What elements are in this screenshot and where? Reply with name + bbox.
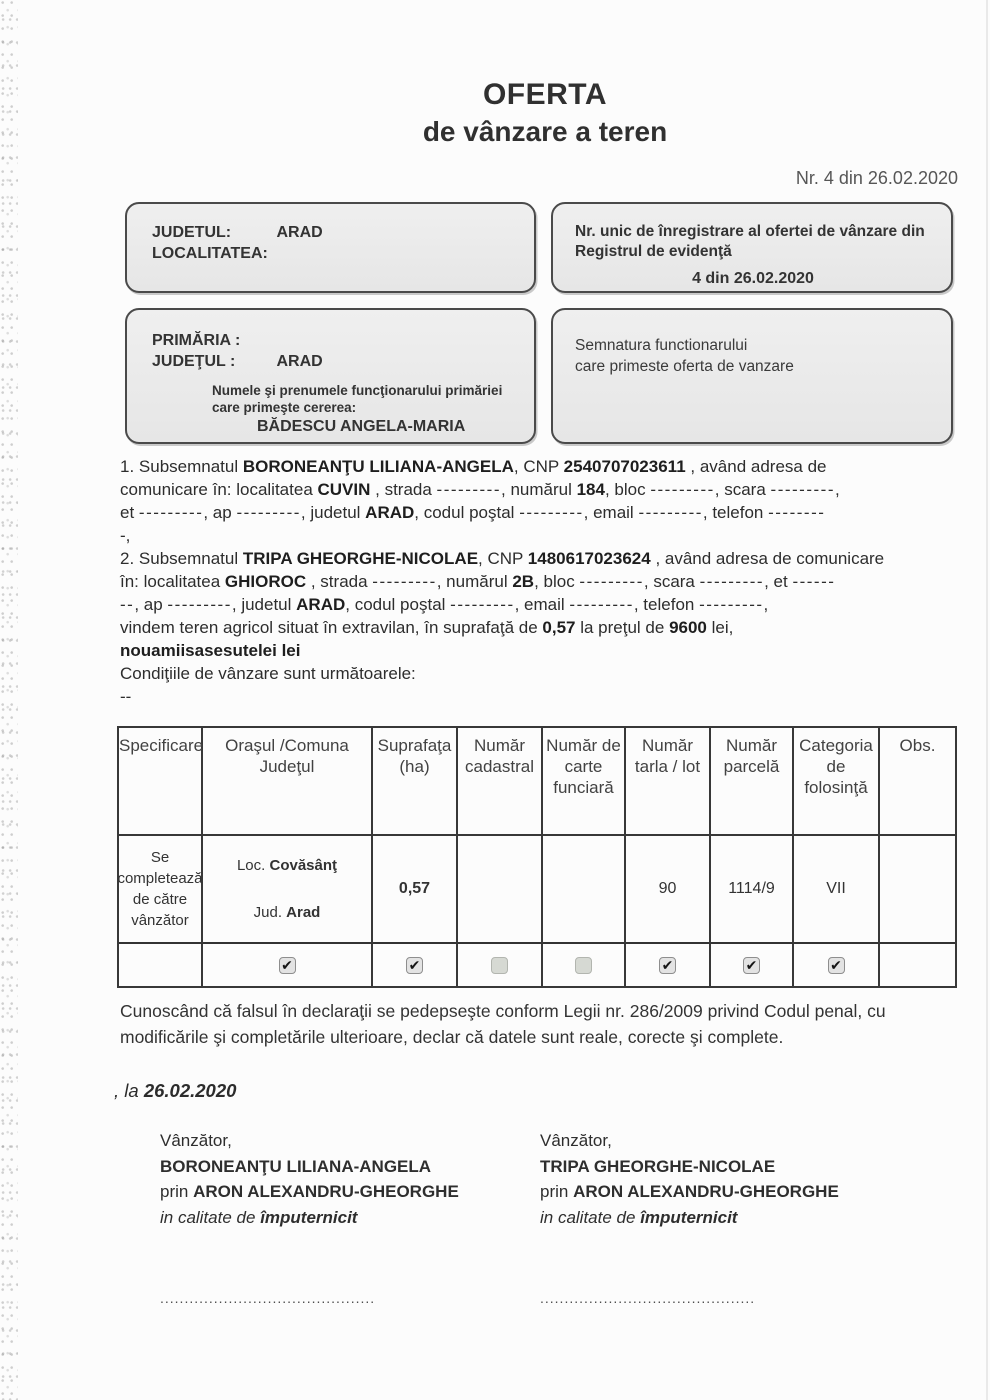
- table-checkbox-cell: [203, 944, 373, 986]
- signature-box-line1: Semnatura functionarului: [575, 337, 748, 354]
- official-note: [127, 382, 534, 416]
- date-line: , la 26.02.2020: [114, 1080, 237, 1101]
- registration-number: Nr. 4 din 26.02.2020: [795, 168, 958, 188]
- table-checkbox-cell: [626, 944, 711, 986]
- locality-row: [127, 243, 534, 264]
- cityhall-county-label: JUDEŢUL :: [152, 353, 236, 370]
- table-checkbox-cell: [711, 944, 794, 986]
- table-header-cell: Număr tarla / lot: [626, 728, 711, 836]
- county-row: [127, 222, 534, 243]
- table-cell: 90: [626, 836, 711, 944]
- table-header-row: [119, 728, 955, 836]
- signature-box-line2: care primeste oferta de vanzare: [575, 358, 794, 375]
- seller-signature-block-1: Vânzător, BORONEANŢU LILIANA-ANGELA prin ARON ALEXANDRU-GHEORGHE in calitate de împuternicit: [160, 1131, 459, 1227]
- table-cell: VII: [794, 836, 880, 944]
- cityhall-county-value: ARAD: [276, 353, 323, 370]
- table-header-cell: Număr cadastral: [458, 728, 543, 836]
- scan-right-artifact: [986, 0, 988, 1400]
- cityhall-row: [127, 330, 534, 351]
- table-checkbox-cell: [119, 944, 203, 986]
- table-cell-line: Loc. Covăsânţ: [236, 857, 338, 874]
- table-checkbox-cell: [794, 944, 880, 986]
- cityhall-box: [125, 308, 536, 444]
- table-cell-line: Jud. Arad: [253, 904, 321, 921]
- table-cell: [880, 836, 955, 944]
- checkbox-checked[interactable]: ✔: [828, 957, 845, 974]
- registry-value: 4 din 26.02.2020: [692, 270, 814, 287]
- signature-box-text: [575, 335, 933, 377]
- county-value: ARAD: [276, 224, 323, 241]
- table-header-cell: Număr de carte funciară: [543, 728, 626, 836]
- county-locality-box: [125, 202, 536, 293]
- signature-box: [551, 308, 953, 444]
- signature-dotted-line-1: ............................................: [160, 1290, 376, 1306]
- table-checkbox-cell: [458, 944, 543, 986]
- table-checkbox-cell: [880, 944, 955, 986]
- checkbox-unchecked[interactable]: [491, 957, 508, 974]
- county-label: JUDETUL:: [152, 224, 232, 241]
- signature-dotted-line-2: ............................................: [540, 1290, 756, 1306]
- paragraph-seller-1: 1. Subsemnatul BORONEANŢU LILIANA-ANGELA, CNP 2540707023611 , având adresa de comunicare în: localitatea CUVIN , strada ---------, numărul 184, bloc ---------, scara ---------, et ---------, ap ---------, judetul ARAD, codul poştal ---------, email ---------, telefon -------- -,: [120, 457, 840, 545]
- checkbox-checked[interactable]: ✔: [406, 957, 423, 974]
- seller-signature-block-2: Vânzător, TRIPA GHEORGHE-NICOLAE prin ARON ALEXANDRU-GHEORGHE in calitate de împuternicit: [540, 1131, 839, 1227]
- table-header-cell: Suprafaţa (ha): [373, 728, 458, 836]
- table-cell: [203, 836, 373, 944]
- registry-number-box: [551, 202, 953, 293]
- table-cell: Se completează de către vânzător: [119, 836, 203, 944]
- conditions-label: Condiţiile de vânzare sunt următoarele:: [120, 664, 416, 683]
- checkbox-unchecked[interactable]: [575, 957, 592, 974]
- document-title: [120, 78, 970, 148]
- conditions-value: --: [120, 687, 132, 706]
- table-checkbox-cell: [373, 944, 458, 986]
- official-name: BĂDESCU ANGELA-MARIA: [257, 418, 466, 435]
- table-body-row: [119, 836, 955, 944]
- table-header-cell: Oraşul /Comuna Judeţul: [203, 728, 373, 836]
- table-cell: 0,57: [373, 836, 458, 944]
- scan-edge-artifact: [0, 0, 18, 1400]
- table-header-cell: Specificare: [119, 728, 203, 836]
- table-header-cell: Categoria de folosinţă: [794, 728, 880, 836]
- table-header-cell: Obs.: [880, 728, 955, 836]
- title-line2: de vânzare a teren: [422, 116, 668, 147]
- table-cell: 1114/9: [711, 836, 794, 944]
- table-cell: [458, 836, 543, 944]
- legal-statement: Cunoscând că falsul în declaraţii se pedepseşte conform Legii nr. 286/2009 privind Codul penal, cu modificările şi completările ulterioare, declar că datele sunt reale, corecte şi complete.: [120, 1001, 886, 1047]
- title-line1: OFERTA: [482, 78, 608, 111]
- checkbox-checked[interactable]: ✔: [279, 957, 296, 974]
- registry-text: Nr. unic de înregistrare al ofertei de vânzare din Registrul de evidenţă: [575, 223, 925, 260]
- checkbox-checked[interactable]: ✔: [659, 957, 676, 974]
- table-cell: [543, 836, 626, 944]
- paragraph-seller-2: 2. Subsemnatul TRIPA GHEORGHE-NICOLAE, CNP 1480617023624 , având adresa de comunicare în: localitatea GHIOROC , strada ---------, numărul 2B, bloc ---------, scara ---------, et ------ --, ap ---------, judetul ARAD, codul poştal ---------, email ---------, telefon ---------, vindem teren agricol situat în extravilan, în suprafaţă de 0,57 la preţul de 9600 lei, nouamiisasesutelei lei: [120, 549, 885, 660]
- checkbox-checked[interactable]: ✔: [743, 957, 760, 974]
- offer-body-text: [120, 455, 968, 708]
- table-checkbox-row: [119, 944, 955, 986]
- table-checkbox-cell: [543, 944, 626, 986]
- official-note-line2: care primeşte cererea:: [212, 400, 357, 415]
- cityhall-label: PRIMĂRIA :: [152, 332, 241, 349]
- official-note-line1: Numele şi prenumele funcţionarului primăriei: [212, 383, 503, 398]
- offer-table: [117, 726, 957, 988]
- cityhall-county-row: [127, 351, 534, 372]
- locality-label: LOCALITATEA:: [152, 245, 268, 262]
- table-header-cell: Număr parcelă: [711, 728, 794, 836]
